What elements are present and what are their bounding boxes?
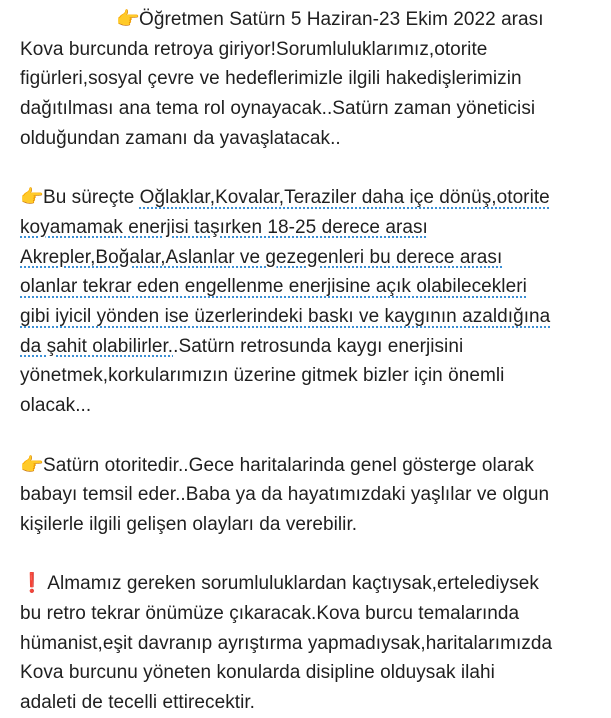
text-line: 👉Bu süreçte Oğlaklar,Kovalar,Teraziler daha içe dönüş,otorite: [20, 183, 597, 213]
text-line: bu retro tekrar önümüze çıkaracak.Kova burcu temalarında: [20, 603, 520, 625]
text-line: figürleri,sosyal çevre ve hedeflerimizle ilgili hakedişlerimizin: [20, 68, 522, 90]
text-line: Akrepler,Boğalar,Aslanlar ve gezegenleri bu derece arası: [20, 246, 503, 268]
spellcheck-underlined-text: Oğlaklar,Kovalar,Teraziler daha içe dönüş,otorite: [139, 187, 550, 209]
text-line: gibi iyicil yönden ise üzerlerindeki baskı ve kaygının azaldığına: [20, 306, 551, 328]
text-line: Kova burcunu yöneten konularda disipline olduysak ilahi: [20, 662, 495, 684]
text-line: olanlar tekrar eden engellenme enerjisine açık olabilecekleri: [20, 276, 527, 298]
text-line: da şahit olabilirler..Satürn retrosunda kaygı enerjisini: [20, 335, 464, 357]
text-line: kişilerle ilgili gelişen olayları da verebilir.: [20, 513, 358, 535]
red-exclamation-icon: ❗: [20, 573, 44, 595]
paragraph-saturn-authority: [20, 451, 597, 540]
text-line: koyamamak enerjisi taşırken 18-25 derece arası: [20, 216, 428, 238]
text-line: 👉Satürn otoritedir..Gece haritalarinda genel gösterge olarak: [20, 451, 597, 481]
pointing-hand-icon: 👉: [20, 454, 44, 476]
paragraph-signs-affected: [20, 183, 597, 421]
pointing-hand-icon: 👉: [20, 187, 44, 209]
text-line: Kova burcunda retroya giriyor!Sorumluluklarımız,otorite: [20, 38, 488, 60]
text-line: olacak...: [20, 395, 92, 417]
text-line: ❗ Almamız gereken sorumluluklardan kaçtıysak,ertelediysek: [20, 569, 597, 599]
text-line: hümanist,eşit davranıp ayrıştırma yapmadıysak,haritalarımızda: [20, 632, 553, 654]
pointing-hand-icon: 👉: [116, 9, 140, 30]
text-line: babayı temsil eder..Baba ya da hayatımızdaki yaşlılar ve olgun: [20, 484, 550, 506]
text-line: 👉Öğretmen Satürn 5 Haziran-23 Ekim 2022 arası: [20, 5, 597, 35]
text-line: yönetmek,korkularımızın üzerine gitmek bizler için önemli: [20, 365, 505, 387]
text-line: olduğundan zamanı da yavaşlatacak..: [20, 127, 341, 149]
paragraph-responsibilities: [20, 569, 597, 718]
spellcheck-underlined-text: da şahit olabilirler.: [20, 335, 174, 357]
paragraph-saturn-retrograde-intro: [20, 5, 597, 154]
text-line: dağıtılması ana tema rol oynayacak..Satürn zaman yöneticisi: [20, 98, 536, 120]
text-line: adaleti de tecelli ettirecektir.: [20, 692, 255, 714]
